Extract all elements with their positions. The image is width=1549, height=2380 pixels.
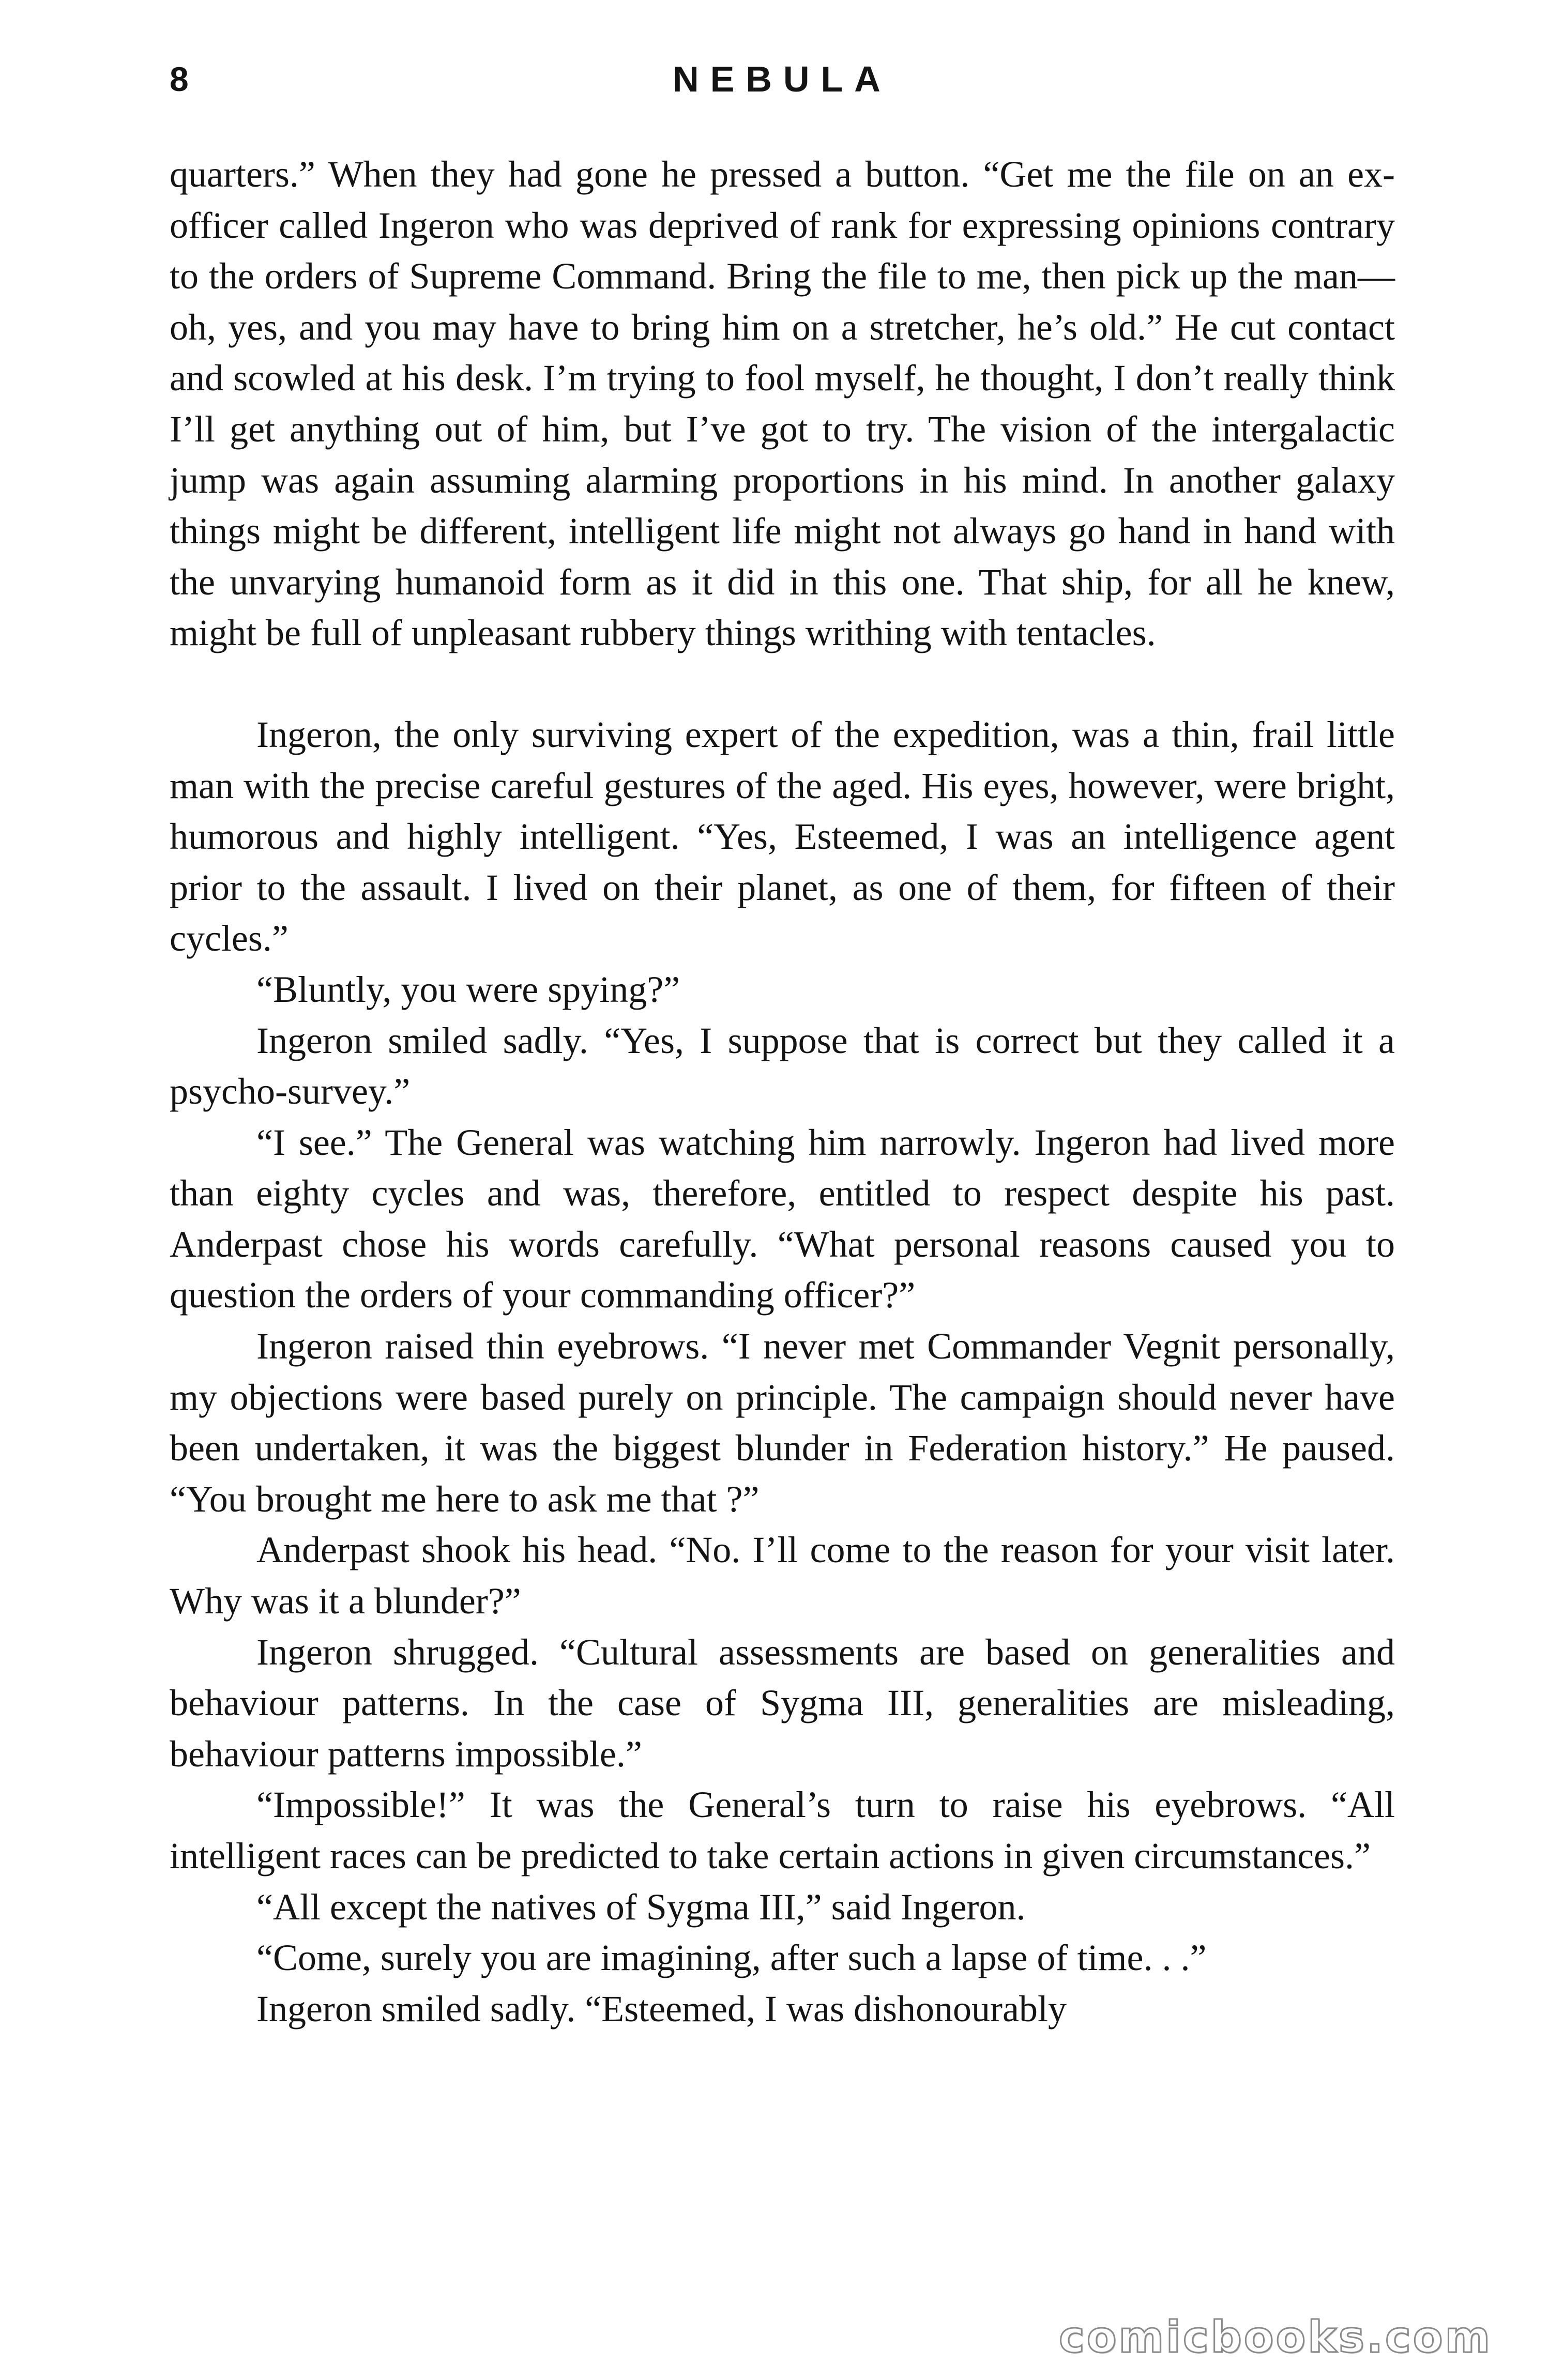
page-number: 8	[170, 60, 189, 98]
paragraph: Ingeron raised thin eyebrows. “I never met Commander Vegnit personally, my objections were based purely on principle. The campaign should never have been undertaken, it was the biggest blunder in Federation history.” He paused. “You brought me here to ask me that ?”	[170, 1325, 1395, 1520]
paragraph: Ingeron, the only surviving expert of the expedition, was a thin, frail little man with the precise careful gestures of the aged. His eyes, however, were bright, humorous and highly intelligent. “Yes, Esteemed, I was an intelligence agent prior to the assault. I lived on their planet, as one of them, for fifteen of their cycles.”	[170, 713, 1395, 959]
magazine-title: NEBULA	[673, 59, 892, 99]
watermark: comicbooks.com	[1059, 2312, 1492, 2362]
paragraph: Anderpast shook his head. “No. I’ll come to the reason for your visit later. Why was it a blunder?”	[170, 1529, 1395, 1622]
story-text	[170, 149, 1395, 2034]
paragraph: “Come, surely you are imagining, after such a lapse of time. . .”	[256, 1937, 1207, 1979]
paragraph: “I see.” The General was watching him narrowly. Ingeron had lived more than eighty cycles and was, therefore, entitled to respect despite his past. Anderpast chose his words carefully. “What personal reasons caused you to question the orders of your commanding officer?”	[170, 1121, 1395, 1316]
paragraph: quarters.” When they had gone he pressed a button. “Get me the file on an ex-officer called Ingeron who was deprived of rank for expressing opinions contrary to the orders of Supreme Command. Bring the file to me, then pick up the man—oh, yes, and you may have to bring him on a stretcher, he’s old.” He cut contact and scowled at his desk. I’m trying to fool myself, he thought, I don’t really think I’ll get anything out of him, but I’ve got to try. The vision of the intergalactic jump was again assuming alarming proportions in his mind. In another galaxy things might be different, intelligent life might not always go hand in hand with the unvarying humanoid form as it did in this one. That ship, for all he knew, might be full of unpleasant rubbery things writhing with tentacles.	[170, 154, 1395, 654]
paragraph: Ingeron smiled sadly. “Esteemed, I was dishonourably	[256, 1988, 1067, 2030]
paragraph: “Impossible!” It was the General’s turn to raise his eyebrows. “All intelligent races can be predicted to take certain actions in given circumstances.”	[170, 1784, 1395, 1876]
paragraph: Ingeron shrugged. “Cultural assessments are based on generalities and behaviour patterns. In the case of Sygma III, generalities are misleading, behaviour patterns impossible.”	[170, 1631, 1395, 1775]
paragraph: Ingeron smiled sadly. “Yes, I suppose that is correct but they called it a psycho-survey.”	[170, 1019, 1395, 1112]
paragraph: “All except the natives of Sygma III,” said Ingeron.	[256, 1886, 1026, 1928]
paragraph: “Bluntly, you were spying?”	[256, 968, 680, 1010]
running-head	[170, 56, 1395, 102]
